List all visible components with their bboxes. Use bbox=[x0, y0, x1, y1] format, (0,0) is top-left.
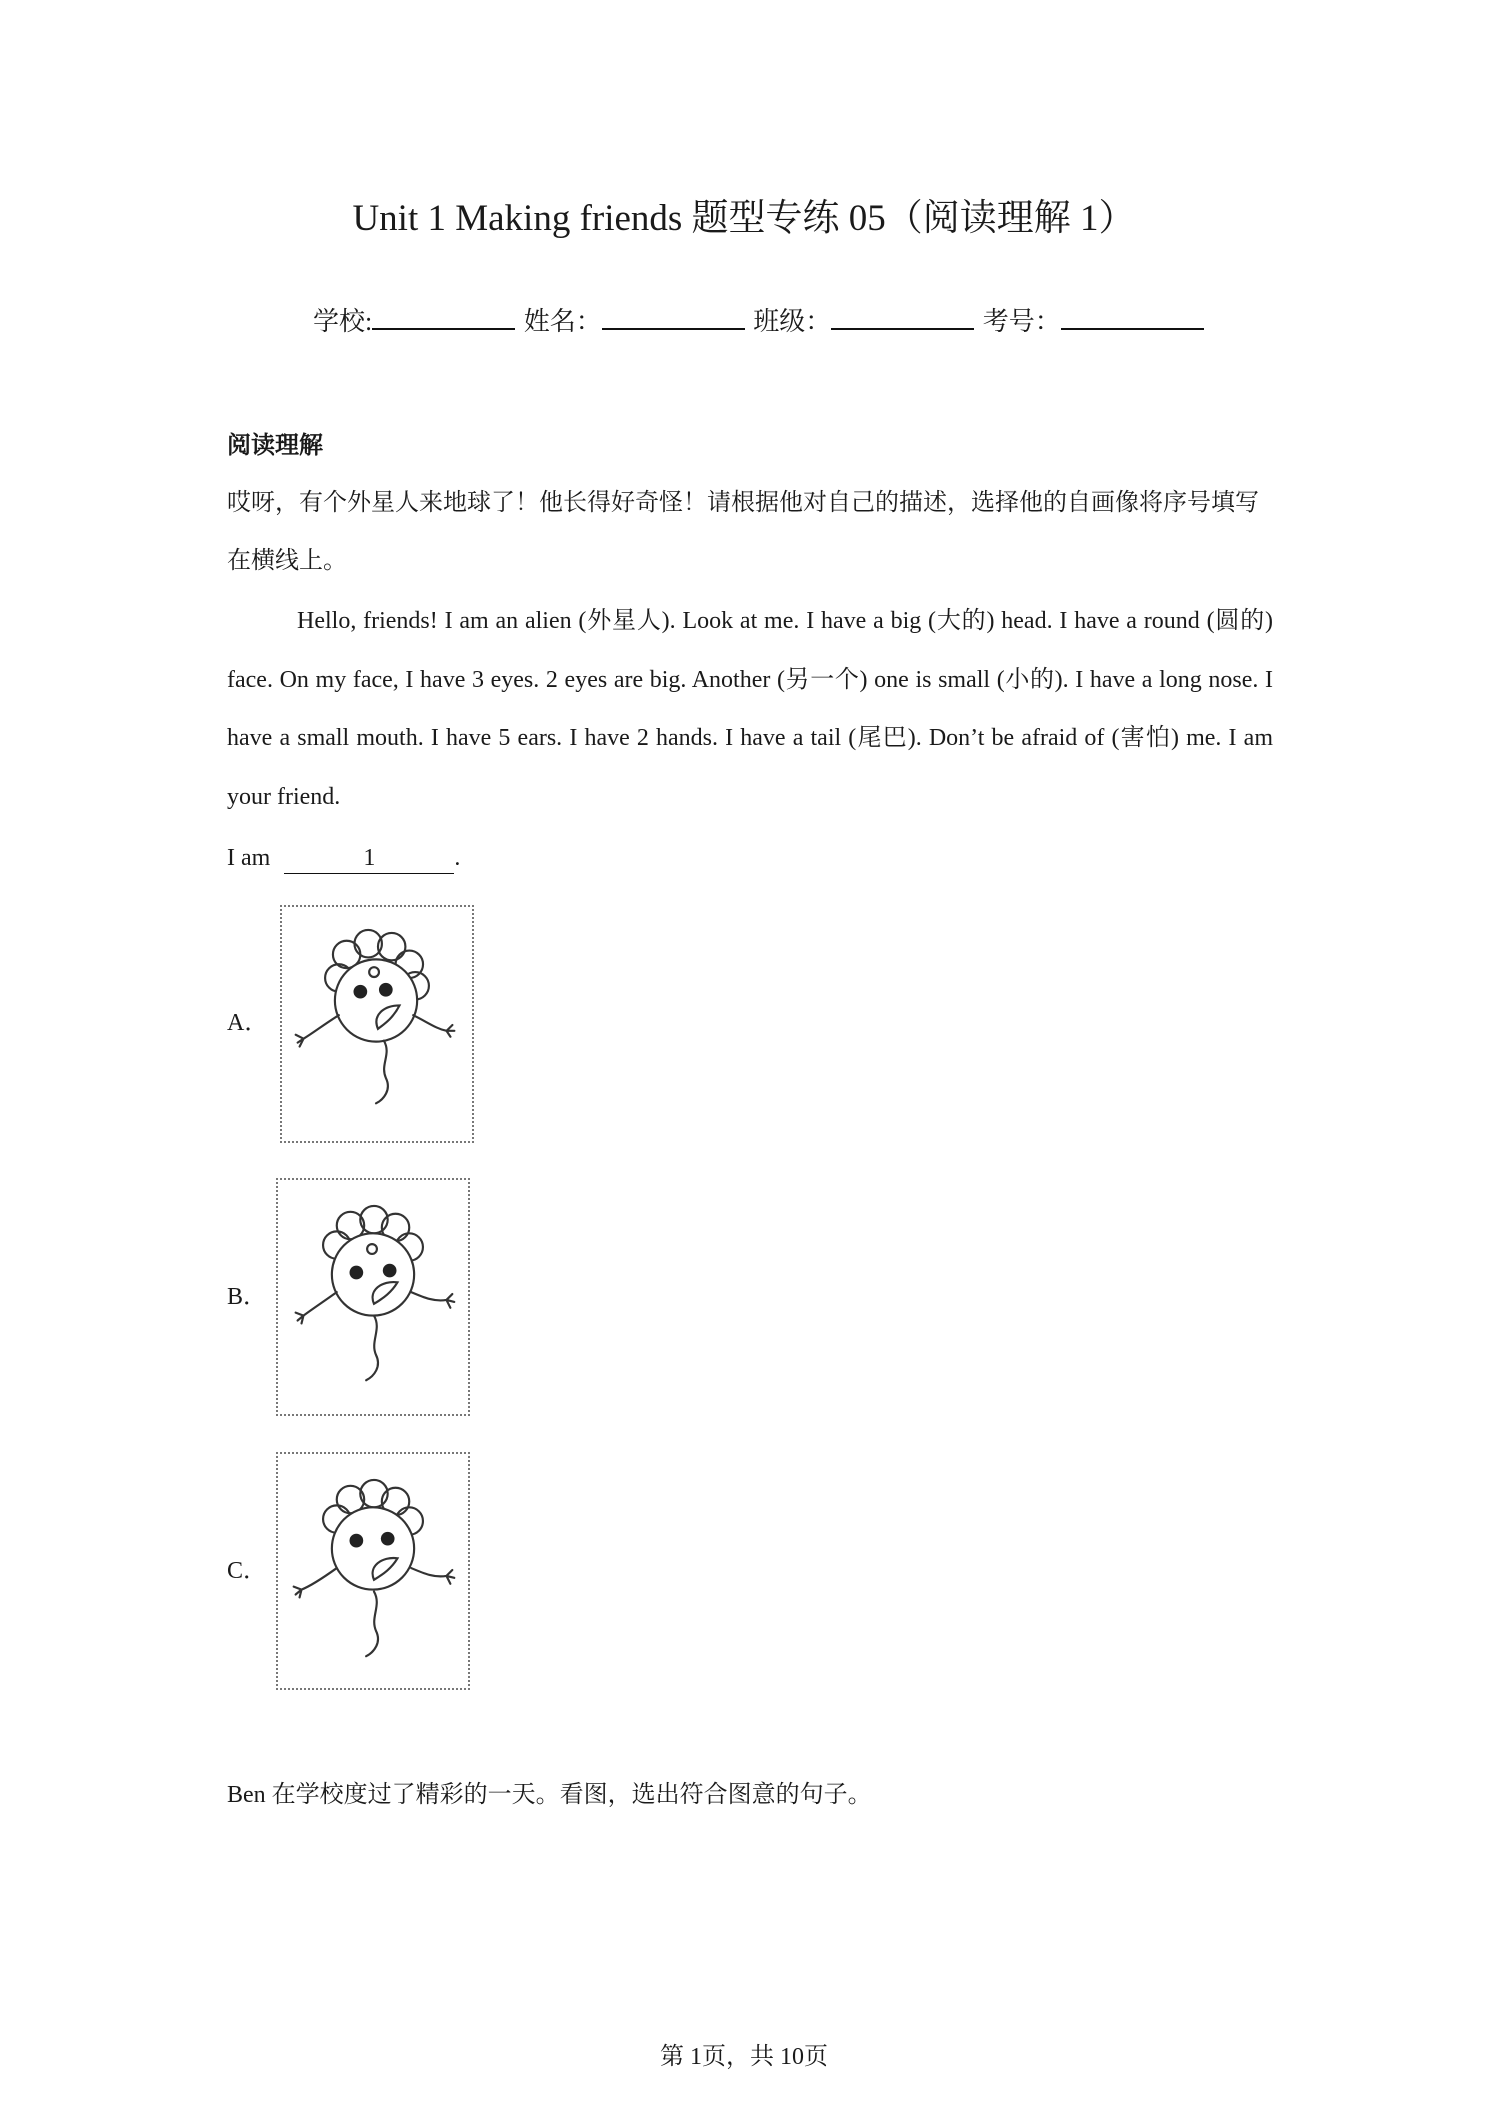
answer-suffix: . bbox=[454, 845, 461, 871]
instruction-text: 哎呀，有个外星人来地球了！他长得好奇怪！请根据他对自己的描述，选择他的自画像将序号填写在横线上。 bbox=[227, 490, 1259, 574]
option-c-image[interactable] bbox=[276, 1452, 470, 1690]
option-c-label: C． bbox=[227, 1558, 268, 1584]
option-b-label: B． bbox=[227, 1284, 268, 1310]
page-title: Unit 1 Making friends 题型专练 05（阅读理解 1） bbox=[352, 198, 1136, 239]
answer-prefix: I am bbox=[227, 845, 271, 871]
school-label: 学校: bbox=[313, 307, 373, 336]
exam-number-label: 考号： bbox=[982, 307, 1061, 336]
section-heading: 阅读理解 bbox=[227, 431, 323, 459]
class-blank[interactable] bbox=[831, 302, 974, 330]
school-blank[interactable] bbox=[372, 302, 515, 330]
class-label: 班级： bbox=[753, 307, 832, 336]
name-blank[interactable] bbox=[602, 302, 745, 330]
exam-number-blank[interactable] bbox=[1061, 302, 1204, 330]
alien-c-icon bbox=[278, 1454, 468, 1688]
page-footer: 第 1页，共 10页 bbox=[660, 2044, 828, 2070]
next-question-instruction: Ben 在学校度过了精彩的一天。看图，选出符合图意的句子。 bbox=[227, 1782, 872, 1808]
option-a-label: A． bbox=[227, 1010, 269, 1036]
answer-blank[interactable]: 1 bbox=[284, 843, 454, 874]
reading-passage: Hello, friends! I am an alien (外星人). Look at me. I have a big (大的) head. I have a round (圆的) face. On my face, I have 3 eyes. 2 eyes are big. Another (另一个) one is small (小的). I have a long nose. I have a small mouth. I have 5 ears. I have 2 hands. I have a tail (尾巴). Don’t be afraid of (害怕) me. I am your friend. bbox=[227, 608, 1273, 810]
name-label: 姓名： bbox=[523, 307, 602, 336]
option-a-image[interactable] bbox=[280, 905, 474, 1143]
option-b-image[interactable] bbox=[276, 1178, 470, 1416]
alien-b-icon bbox=[278, 1180, 468, 1414]
answer-line bbox=[227, 840, 460, 876]
student-info-row bbox=[313, 302, 1206, 340]
alien-a-icon bbox=[282, 907, 472, 1141]
